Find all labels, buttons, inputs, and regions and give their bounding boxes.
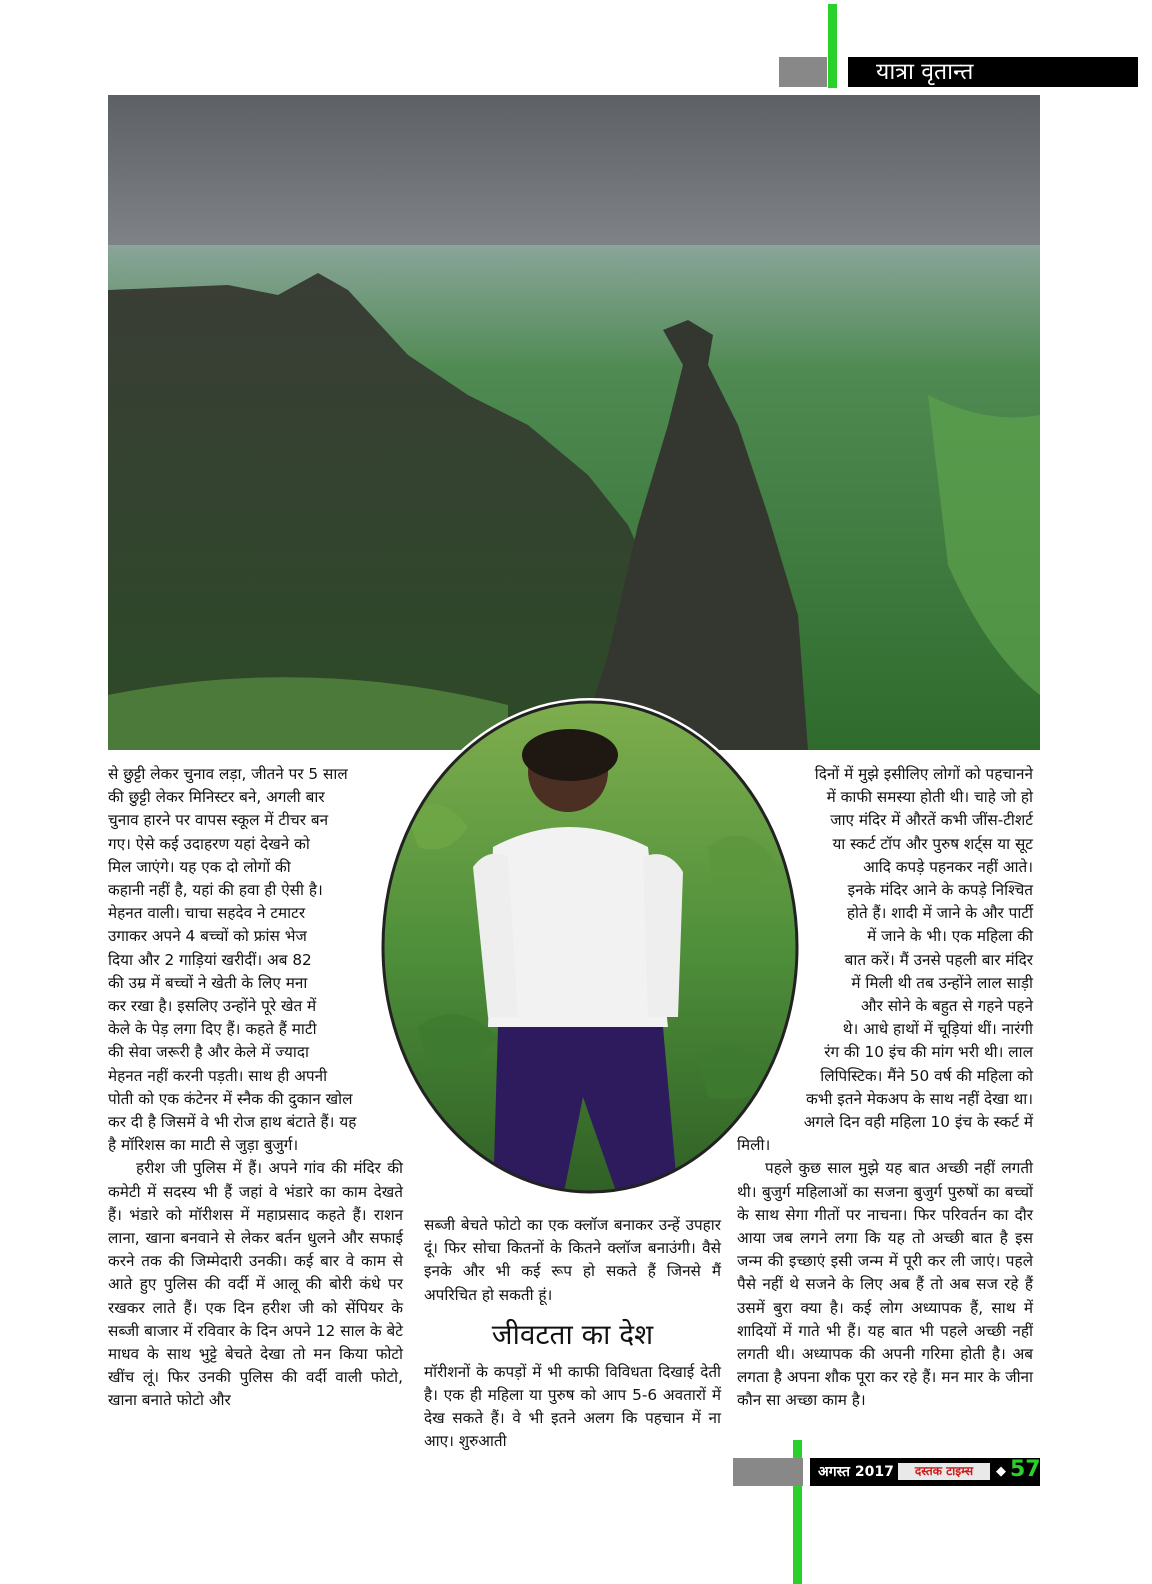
left-line-6: कहानी नहीं है, यहां की हवा ही ऐसी है। (108, 881, 323, 900)
middle-paragraph-1: सब्जी बेचते फोटो का एक क्लॉज बनाकर उन्हें उपहार दूं। फिर सोचा कितनों के कितने क्लॉज बनाउंगी। वैसे इनके और भी कई रूप हो सकते हैं जिनसे मैं अपरिचित हो सकती हूं। (424, 1216, 721, 1304)
page-number: 57 (1010, 1457, 1041, 1482)
right-line-17: मिली। (737, 1136, 771, 1155)
right-line-11: और सोने के बहुत से गहने पहने (860, 997, 1033, 1016)
right-line-1: दिनों में मुझे इसीलिए लोगों को पहचानने (814, 765, 1033, 783)
left-line-4: गए। ऐसे कई उदाहरण यहां देखने को (108, 834, 310, 853)
middle-paragraph-2: मॉरीशनों के कपड़ों में भी काफी विविधता दिखाई देती है। एक ही महिला या पुरुष को आप 5-6 अवतारों में देख सकते हैं। वे भी इतने अलग कि पहचान में ना आए। शुरुआती (424, 1362, 721, 1451)
left-column (108, 763, 403, 1413)
left-line-14: मेहनत नहीं करनी पड़ती। साथ ही अपनी (108, 1066, 328, 1085)
right-line-9: बात करें। मैं उनसे पहली बार मंदिर (844, 950, 1033, 969)
left-line-3: चुनाव हारने पर वापस स्कूल में टीचर बन (108, 811, 329, 830)
magazine-logo: दस्तक टाइम्स (898, 1463, 990, 1480)
footer-gray-block (733, 1458, 803, 1486)
right-line-6: इनके मंदिर आने के कपड़े निश्चित (847, 881, 1033, 900)
header-gray-block (779, 57, 827, 87)
right-line-12: थे। आधे हाथों में चूड़ियां थीं। नारंगी (842, 1020, 1033, 1039)
right-line-14: लिपिस्टिक। मैंने 50 वर्ष की महिला को (820, 1066, 1033, 1085)
right-line-8: में जाने के भी। एक महिला की (867, 927, 1033, 946)
right-line-10: में मिली थी तब उन्होंने लाल साड़ी (851, 973, 1033, 992)
right-line-5: आदि कपड़े पहनकर नहीं आते। (863, 857, 1033, 876)
portrait-photo (378, 697, 802, 1197)
footer-bar (810, 1458, 1040, 1486)
top-green-bar (828, 4, 837, 88)
issue-date: अगस्त 2017 (818, 1464, 894, 1480)
right-line-16: अगले दिन वही महिला 10 इंच के स्कर्ट में (803, 1113, 1033, 1132)
left-line-15: पोती को एक कंटेनर में स्नैक की दुकान खोल (108, 1089, 353, 1108)
right-line-3: जाए मंदिर में औरतें कभी जींस-टीशर्ट (830, 811, 1033, 830)
left-line-16: कर दी है जिसमें वे भी रोज हाथ बंटाते हैं। यह (108, 1113, 357, 1132)
left-line-8: उगाकर अपने 4 बच्चों को फ्रांस भेज (108, 927, 307, 946)
left-line-7: मेहनत वाली। चाचा सहदेव ने टमाटर (108, 904, 306, 923)
section-label: यात्रा वृतान्त (848, 57, 1138, 87)
left-paragraph-2: हरीश जी पुलिस में हैं। अपने गांव की मंदिर की कमेटी में सदस्य भी हैं जहां वे भंडारे का काम देखते हैं। भंडारे को मॉरीशस में महाप्रसाद कहते हैं। राशन लाना, खाना बनवाने से लेकर बर्तन धुलने और सफाई करने तक की जिम्मेदारी उनकी। कई बार वे काम से आते हुए पुलिस की वर्दी में आलू की बोरी कंधे पर रखकर लाते हैं। एक दिन हरीश जी को सेंपियर के सब्जी बाजार में रविवार के दिन अपने 12 साल के बेटे माधव के साथ भुट्टे बेचते देखा तो मन किया फोटो खींच लूं। फिर उनकी पुलिस की वर्दी वाली फोटो, खाना बनाते फोटो और (108, 1159, 403, 1410)
section-subheading: जीवटता का देश (491, 1317, 654, 1351)
hero-landscape-photo (108, 95, 1040, 750)
left-line-11: कर रखा है। इसलिए उन्होंने पूरे खेत में (108, 997, 317, 1016)
left-line-17: है मॉरिशस का माटी से जुड़ा बुजुर्ग। (108, 1136, 299, 1155)
left-line-10: की उम्र में बच्चों ने खेती के लिए मना (108, 973, 308, 992)
left-line-9: दिया और 2 गाड़ियां खरीदीं। अब 82 (108, 950, 312, 969)
left-line-12: केले के पेड़ लगा दिए हैं। कहते हैं माटी (108, 1020, 317, 1039)
left-line-1: से छुट्टी लेकर चुनाव लड़ा, जीतने पर 5 साल (108, 765, 348, 783)
right-line-2: में काफी समस्या होती थी। चाहे जो हो (826, 788, 1033, 807)
right-line-4: या स्कर्ट टॉप और पुरुष शर्ट्स या सूट (832, 834, 1033, 853)
left-line-5: मिल जाएंगे। यह एक दो लोगों की (108, 857, 291, 876)
right-line-13: रंग की 10 इंच की मांग भरी थी। लाल (824, 1043, 1033, 1062)
right-paragraph-2: पहले कुछ साल मुझे यह बात अच्छी नहीं लगती थी। बुजुर्ग महिलाओं का सजना बुजुर्ग पुरुषों का बच्चों के साथ सेगा गीतों पर नाचना। फिर परिवर्तन का दौर आया जब लगने लगा कि यह तो अच्छी बात है इस जन्म की इच्छाएं इसी जन्म में पूरी कर ली जाएं। पहले पैसे नहीं थे सजने के लिए अब हैं तो अब सज रहे हैं उसमें बुरा क्या है। कई लोग अध्यापक हैं, साथ में शादियों में गाते भी हैं। यह बात भी पहले अच्छी नहीं लगती थी। अध्यापक की अपनी गरिमा होती है। अब लगता है अपना शौक पूरा कर रहे हैं। मन मार के जीना कौन सा अच्छा काम है। (737, 1159, 1033, 1410)
left-line-2: की छुट्टी लेकर मिनिस्टर बने, अगली बार (108, 788, 325, 807)
left-line-13: की सेवा जरूरी है और केले में ज्यादा (108, 1043, 309, 1062)
right-line-15: कभी इतने मेकअप के साथ नहीं देखा था। (805, 1089, 1033, 1108)
right-line-7: होते हैं। शादी में जाने के और पार्टी (846, 904, 1033, 923)
middle-column (424, 1214, 721, 1454)
diamond-icon: ◆ (996, 1464, 1006, 1479)
